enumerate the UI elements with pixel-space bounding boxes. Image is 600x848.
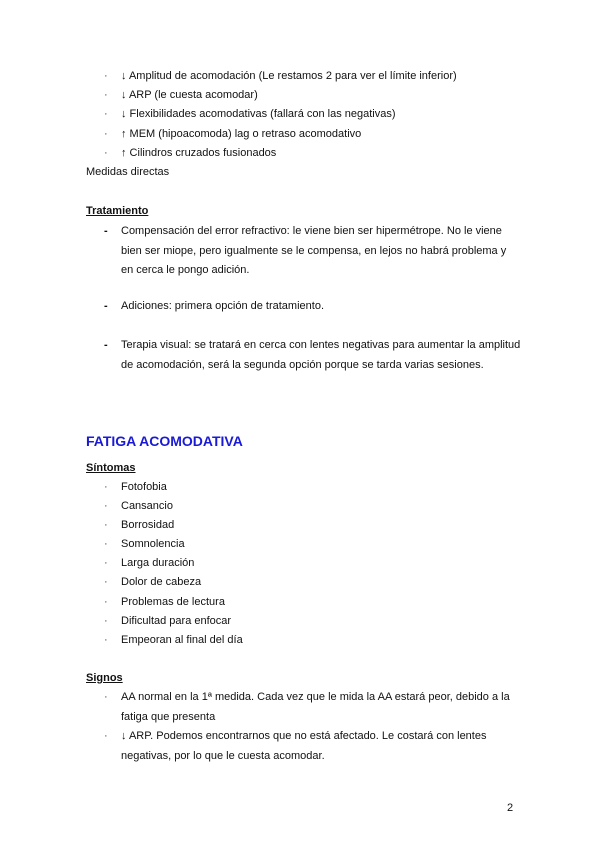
bullet: · [104, 634, 108, 646]
list-item-text: AA normal en la 1ª medida. Cada vez que le mida la AA estará peor, debido a la fatiga que presenta [121, 691, 510, 723]
tratamiento-heading: Tratamiento [86, 205, 149, 217]
list-item-text: Dolor de cabeza [121, 576, 202, 588]
section-title: FATIGA ACOMODATIVA [86, 433, 243, 449]
list-item-text: ↓ ARP (le cuesta acomodar) [121, 89, 258, 101]
medidas-directas: Medidas directas [86, 166, 170, 178]
page-number: 2 [507, 802, 514, 814]
bullet: · [104, 576, 108, 588]
bullet: · [104, 538, 108, 550]
list-item-text: Somnolencia [121, 538, 185, 550]
list-item-text: ↓ ARP. Podemos encontrarnos que no está afectado. Le costará con lentes negativas, por lo que le cuesta acomodar. [121, 730, 487, 762]
list-item-text: Dificultad para enfocar [121, 615, 232, 627]
bullet: · [104, 596, 108, 608]
bullet: · [104, 70, 108, 82]
bullet: · [104, 500, 108, 512]
bullet: · [104, 557, 108, 569]
tratamiento-item-text: Terapia visual: se tratará en cerca con lentes negativas para aumentar la amplitud de acomodación, será la segunda opción porque se tarda varias sesiones. [121, 339, 521, 371]
bullet: · [104, 147, 108, 159]
list-item-text: ↓ Amplitud de acomodación (Le restamos 2 para ver el límite inferior) [121, 70, 457, 82]
list-item-text: Problemas de lectura [121, 596, 225, 608]
bullet: · [104, 128, 108, 140]
list-item-text: ↓ Flexibilidades acomodativas (fallará con las negativas) [121, 108, 396, 120]
list-item-text: ↑ MEM (hipoacomoda) lag o retraso acomodativo [121, 128, 362, 140]
bullet: · [104, 615, 108, 627]
bullet: · [104, 519, 108, 531]
bullet: · [104, 691, 108, 703]
dash-bullet: - [104, 225, 108, 237]
tratamiento-item-text: Adiciones: primera opción de tratamiento. [121, 300, 324, 312]
bullet: · [104, 730, 108, 742]
list-item-text: Borrosidad [121, 519, 175, 531]
signos-heading: Signos [86, 672, 123, 684]
list-item-text: Fotofobia [121, 481, 167, 493]
list-item-text: Cansancio [121, 500, 173, 512]
bullet: · [104, 89, 108, 101]
bullet: · [104, 108, 108, 120]
dash-bullet: - [104, 339, 108, 351]
list-item-text: ↑ Cilindros cruzados fusionados [121, 147, 277, 159]
bullet: · [104, 481, 108, 493]
list-item-text: Larga duración [121, 557, 195, 569]
sintomas-heading: Síntomas [86, 462, 136, 474]
list-item-text: Empeoran al final del día [121, 634, 243, 646]
dash-bullet: - [104, 300, 108, 312]
tratamiento-item-text: Compensación del error refractivo: le viene bien ser hipermétrope. No le viene bien ser miope, pero igualmente se le compensa, en lejos no habrá problema y en cerca le pongo adición. [121, 225, 507, 276]
